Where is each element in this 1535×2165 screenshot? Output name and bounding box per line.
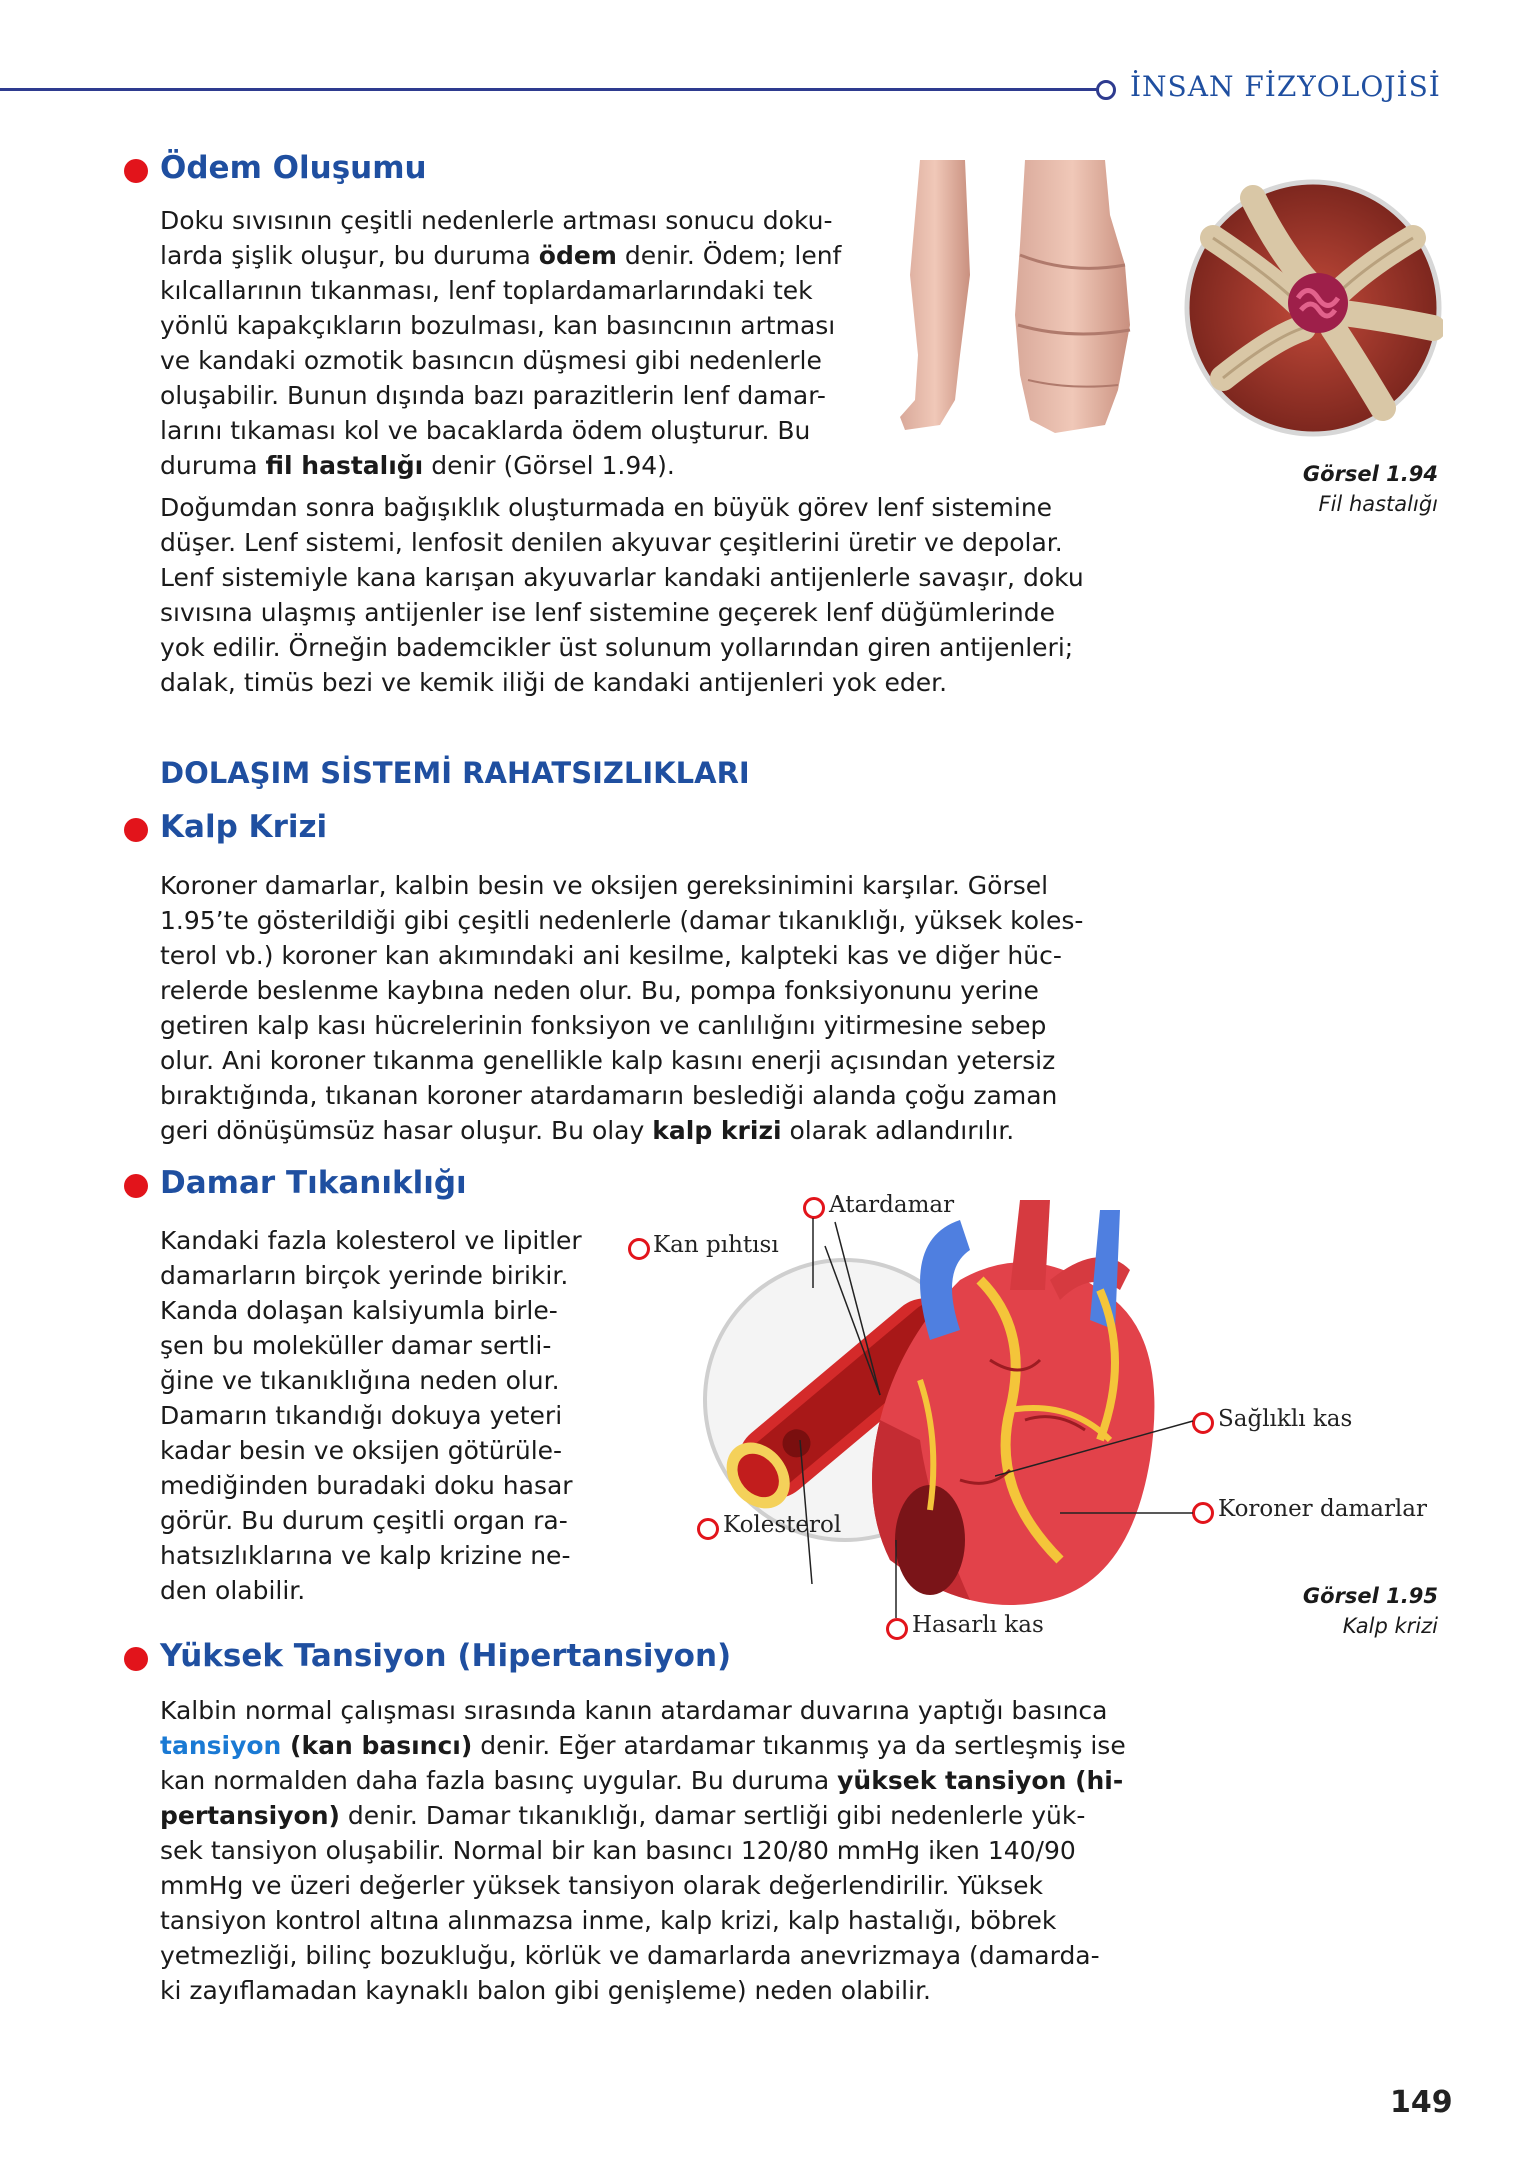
swollen-legs-illustration [880, 155, 1170, 445]
section-bullet [124, 1174, 148, 1198]
odem-paragraph-2: Doğumdan sonra bağışıklık oluşturmada en büyük görev lenf sistemine düşer. Lenf sistemi, lenfosit denilen akyuvar çeşitlerini üretir ve depolar. Lenf sistemiyle kana karışan akyuvarlar kandaki antijenlerle savaşır, doku sıvısına ulaşmış antijenler ise lenf sistemine geçerek lenf düğümlerinde yok edilir. Örneğin bademcikler üst solunum yollarından giren antijenleri; dalak, timüs bezi ve kemik iliği de kandaki antijenleri yok eder. [160, 493, 1084, 697]
leader-line [995, 1418, 1195, 1478]
leader-line [1060, 1510, 1195, 1516]
header-rule [0, 88, 1100, 91]
page-number: 149 [1390, 2085, 1453, 2120]
label-marker [886, 1618, 908, 1640]
section-title-kalp-krizi: Kalp Krizi [160, 809, 328, 845]
figure-1-94-number: Görsel 1.94 [1302, 462, 1438, 486]
section-bullet [124, 159, 148, 183]
header-title: İNSAN FİZYOLOJİSİ [1130, 70, 1441, 103]
kalp-krizi-paragraph: Koroner damarlar, kalbin besin ve oksijen gereksinimini karşılar. Görsel 1.95’te gösterildiği gibi çeşitli nedenlerle (damar tıkanıklığı, yüksek koles- terol vb.) koroner kan akımındaki ani kesilme, kalpteki kas ve diğer hüc- relerde beslenme kaybına neden olur. Bu, pompa fonksiyonunu yerine getiren kalp kası hücrelerinin fonksiyon ve canlılığını yitirmesine sebep olur. Ani koroner tıkanma genellikle kalp kasını enerji açısından yetersiz bıraktığında, tıkanan koroner atardamarın beslediği alanda çoğu zaman geri dönüşümsüz hasar oluşur. Bu olay kalp krizi olarak adlandırılır. [160, 871, 1084, 1145]
term-tansiyon: tansiyon [160, 1731, 282, 1760]
label-hasarli-kas: Hasarlı kas [912, 1612, 1044, 1638]
label-saglikli-kas: Sağlıklı kas [1218, 1406, 1353, 1432]
label-kan-pihtisi: Kan pıhtısı [653, 1232, 779, 1258]
tansiyon-paragraph: Kalbin normal çalışması sırasında kanın atardamar duvarına yaptığı basınca tansiyon (kan basıncı) denir. Eğer atardamar tıkanmış ya da sertleşmiş ise kan normalden daha fazla basınç uygular. Bu duruma yüksek tansiyon (hi- pertansiyon) denir. Damar tıkanıklığı, damar sertliği gibi nedenlerle yük- sek tansiyon oluşabilir. Normal bir kan basıncı 120/80 mmHg iken 140/90 mmHg ve üzeri değerler yüksek tansiyon olarak değerlendirilir. Yüksek tansiyon kontrol altına alınmazsa inme, kalp krizi, kalp hastalığı, böbrek yetmezliği, bilinç bozukluğu, körlük ve damarlarda anevrizmaya (damarda- ki zayıflamadan kaynaklı balon gibi genişleme) neden olabilir. [160, 1696, 1126, 2005]
leader-line [893, 1540, 899, 1620]
section-title-damar: Damar Tıkanıklığı [160, 1165, 467, 1201]
leader-line [810, 1218, 816, 1288]
figure-1-95-number: Görsel 1.95 [1302, 1584, 1438, 1608]
label-marker [1192, 1502, 1214, 1524]
parasite-worm-illustration [1183, 178, 1443, 438]
chapter-heading: DOLAŞIM SİSTEMİ RAHATSIZLIKLARI [160, 756, 750, 790]
label-marker [803, 1197, 825, 1219]
label-koroner-damarlar: Koroner damarlar [1218, 1496, 1427, 1522]
section-title-odem: Ödem Oluşumu [160, 150, 427, 186]
section-title-tansiyon: Yüksek Tansiyon (Hipertansiyon) [160, 1638, 732, 1674]
label-marker [1192, 1412, 1214, 1434]
header-rule-dot [1096, 80, 1116, 100]
damar-paragraph: Kandaki fazla kolesterol ve lipitler damarların birçok yerinde birikir. Kanda dolaşan kalsiyumla birle- şen bu moleküller damar sertli- ğine ve tıkanıklığına neden olur. Damarın tıkandığı dokuya yeteri kadar besin ve oksijen götürüle- mediğinden buradaki doku hasar görür. Bu durum çeşitli organ ra- hatsızlıklarına ve kalp krizine ne- den olabilir. [160, 1226, 582, 1605]
figure-1-94-caption: Fil hastalığı [1318, 492, 1438, 516]
section-bullet [124, 818, 148, 842]
label-kolesterol: Kolesterol [723, 1512, 842, 1538]
label-marker [697, 1518, 719, 1540]
label-marker [628, 1238, 650, 1260]
label-atardamar: Atardamar [829, 1192, 955, 1218]
section-bullet [124, 1647, 148, 1671]
figure-1-95-caption: Kalp krizi [1342, 1614, 1438, 1638]
odem-paragraph-1: Doku sıvısının çeşitli nedenlerle artması sonucu doku- larda şişlik oluşur, bu duruma ödem denir. Ödem; lenf kılcallarının tıkanması, lenf toplardamarlarındaki tek yönlü kapakçıkların bozulması, kan basıncının artması ve kandaki ozmotik basıncın düşmesi gibi nedenlerle oluşabilir. Bunun dışında bazı parazitlerin lenf damar- larını tıkaması kol ve bacaklarda ödem oluşturur. Bu duruma fil hastalığı denir (Görsel 1.94). [160, 206, 842, 480]
